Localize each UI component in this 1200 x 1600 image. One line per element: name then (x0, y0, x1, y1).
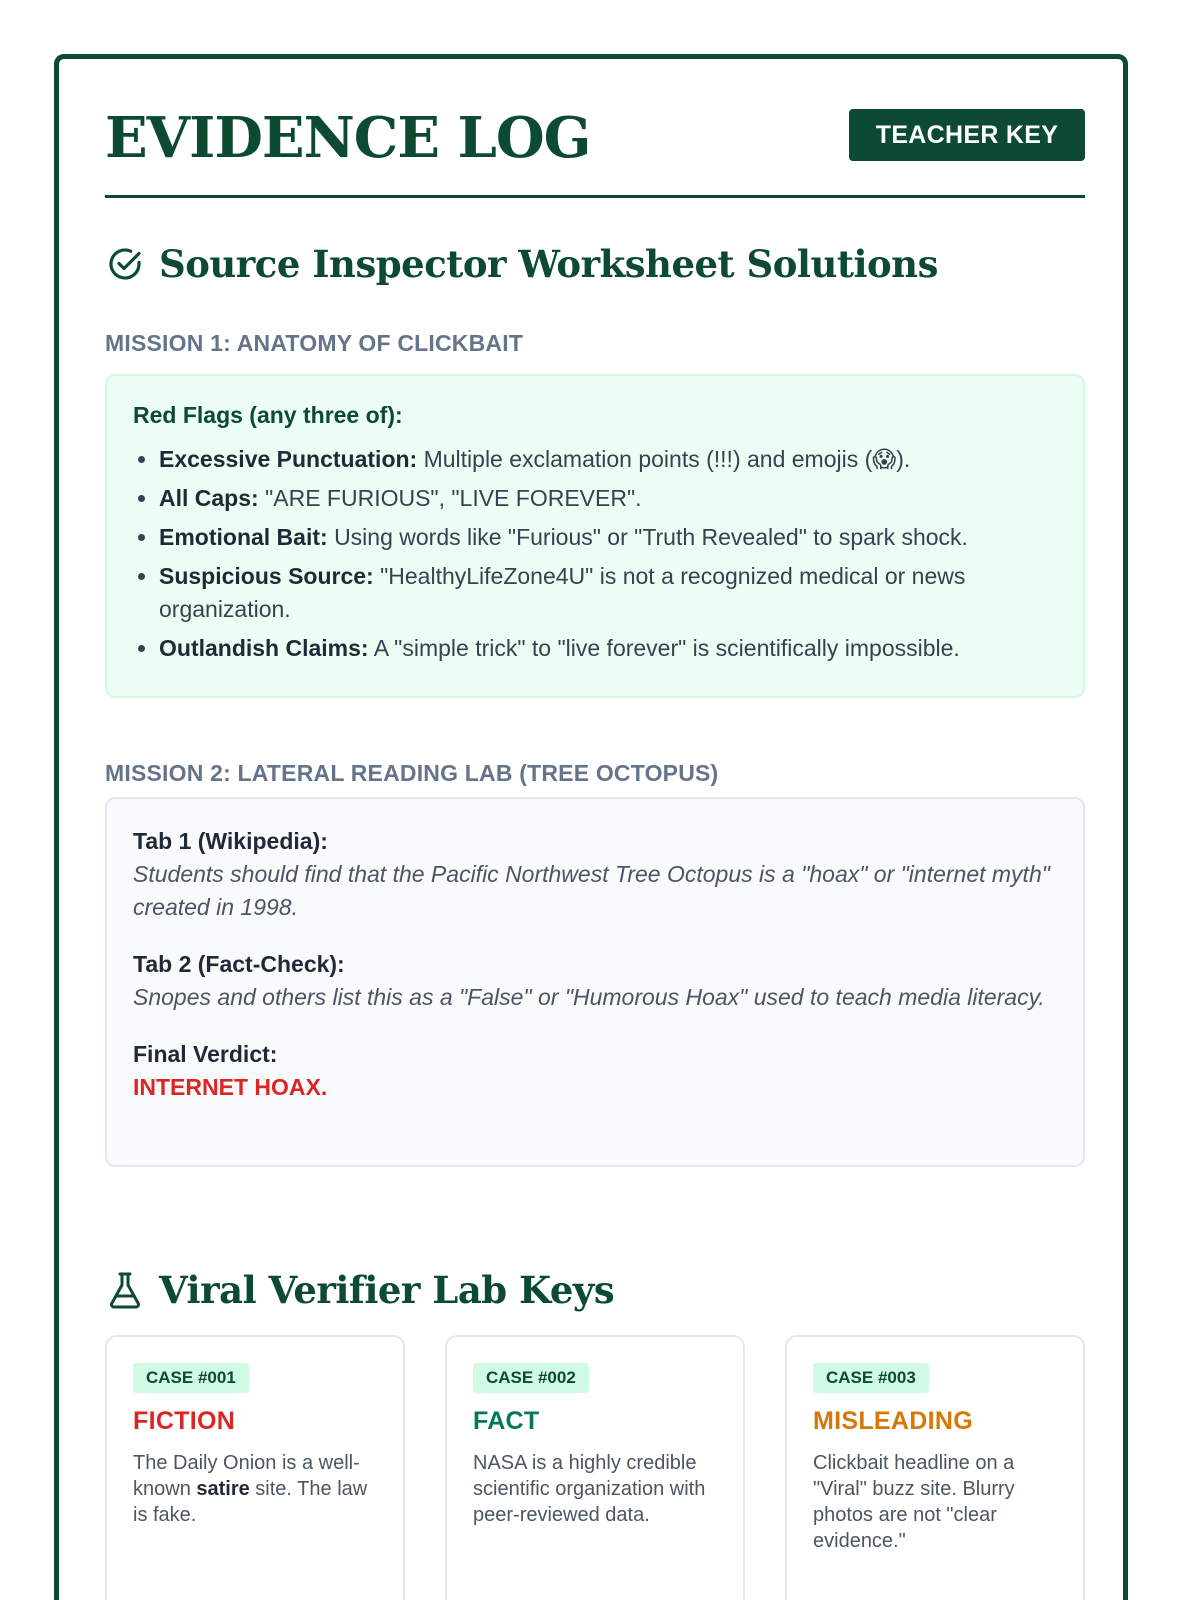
case-card-003 (785, 1335, 1085, 1600)
list-item (159, 560, 1057, 626)
final-verdict: INTERNET HOAX. (133, 1074, 328, 1100)
case-description (133, 1450, 377, 1528)
list-item (159, 443, 1057, 476)
case-description (473, 1450, 717, 1528)
flag-text: "HealthyLifeZone4U" is not a recognized medical or news organization. (159, 563, 966, 622)
red-flags-heading: Red Flags (any three of): (133, 402, 403, 428)
section-title: Source Inspector Worksheet Solutions (159, 242, 938, 286)
flag-term: Excessive Punctuation: (159, 446, 418, 472)
flag-text: "ARE FURIOUS", "LIVE FOREVER". (265, 485, 642, 511)
tab-2-answer: Snopes and others list this as a "False" or "Humorous Hoax" used to teach media literacy. (133, 984, 1045, 1010)
case-card-002 (445, 1335, 745, 1600)
case-verdict: FICTION (133, 1407, 236, 1435)
red-flags-list (133, 443, 1057, 665)
case-tag: CASE #003 (813, 1363, 929, 1393)
tab-2-label: Tab 2 (Fact-Check): (133, 951, 345, 977)
case-verdict: MISLEADING (813, 1407, 973, 1435)
check-circle-icon (105, 244, 145, 284)
mission-2-label: MISSION 2: LATERAL READING LAB (TREE OCTOPUS) (105, 760, 719, 786)
flag-term: Suspicious Source: (159, 563, 374, 589)
section-heading-lab-keys (105, 1265, 614, 1315)
case-description-text: The Daily Onion is a well-known (133, 1452, 360, 1500)
flag-term: All Caps: (159, 485, 259, 511)
final-verdict-label: Final Verdict: (133, 1041, 278, 1067)
flag-text: Multiple exclamation points (!!!) and emojis (😱). (423, 446, 911, 472)
page-title: EVIDENCE LOG (105, 105, 591, 171)
teacher-key-badge: TEACHER KEY (849, 109, 1085, 161)
section-heading-worksheet (105, 239, 938, 289)
evidence-log-card (54, 54, 1128, 1600)
case-description-text: site. The law is fake. (133, 1478, 368, 1526)
section-title: Viral Verifier Lab Keys (159, 1268, 615, 1312)
red-flags-box (105, 374, 1085, 698)
list-item (159, 482, 1057, 515)
flag-text: A "simple trick" to "live forever" is scientifically impossible. (373, 635, 960, 661)
case-description-text: NASA is a highly credible scientific organization with peer-reviewed data. (473, 1452, 706, 1526)
case-card-001 (105, 1335, 405, 1600)
tab-1-label: Tab 1 (Wikipedia): (133, 828, 328, 854)
tab-1-answer: Students should find that the Pacific Northwest Tree Octopus is a "hoax" or "internet myth" created in 1998. (133, 861, 1050, 920)
case-description-emphasis: satire (196, 1478, 250, 1500)
case-verdict: FACT (473, 1407, 540, 1435)
mission-1-label: MISSION 1: ANATOMY OF CLICKBAIT (105, 330, 524, 356)
list-item (159, 632, 1057, 665)
case-description-text: Clickbait headline on a "Viral" buzz site. Blurry photos are not "clear evidence." (813, 1452, 1015, 1552)
case-tag: CASE #002 (473, 1363, 589, 1393)
header (105, 99, 1085, 198)
flag-term: Emotional Bait: (159, 524, 328, 550)
list-item (159, 521, 1057, 554)
lateral-reading-box (105, 797, 1085, 1167)
case-description (813, 1450, 1057, 1554)
case-tag: CASE #001 (133, 1363, 249, 1393)
flag-term: Outlandish Claims: (159, 635, 369, 661)
flask-icon (105, 1270, 145, 1310)
flag-text: Using words like "Furious" or "Truth Revealed" to spark shock. (334, 524, 968, 550)
